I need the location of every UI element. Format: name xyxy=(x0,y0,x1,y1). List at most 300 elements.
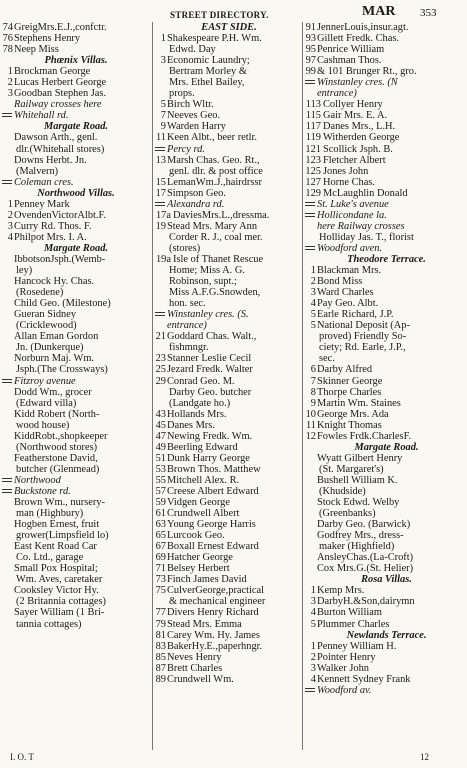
directory-entry xyxy=(155,552,303,563)
directory-entry xyxy=(305,33,467,44)
resident-name: Gillett Fredk. Chas. xyxy=(317,33,399,45)
directory-entry xyxy=(2,155,150,166)
resident-name: Thorpe Charles xyxy=(317,386,382,398)
house-number: 2 xyxy=(310,651,316,663)
resident-name: Child Geo. (Milestone) xyxy=(14,298,111,310)
resident-name: Brown Wm., nursery- xyxy=(14,497,105,509)
directory-entry xyxy=(2,298,150,309)
resident-name: AnsleyChas.(La-Croft) xyxy=(317,552,414,564)
resident-name: Belsey Herbert xyxy=(167,563,230,575)
resident-name: Small Pox Hospital; xyxy=(14,563,98,575)
directory-entry xyxy=(2,33,150,44)
cross-street: Fitzroy avenue xyxy=(2,376,150,387)
entry-continuation: & mechanical engineer xyxy=(169,596,266,608)
house-number: 123 xyxy=(305,154,321,166)
resident-name: Economic Laundry; xyxy=(167,55,250,67)
section-heading: EAST SIDE. xyxy=(201,22,257,33)
directory-entry xyxy=(155,674,303,685)
directory-entry xyxy=(305,298,467,309)
directory-entry xyxy=(155,99,303,110)
house-number: 125 xyxy=(305,165,321,177)
house-number: 89 xyxy=(155,673,166,685)
directory-entry xyxy=(305,387,467,398)
entry-continuation: Corder R. J., coal mer. xyxy=(169,231,263,243)
house-number: 93 xyxy=(305,33,316,45)
house-number: 51 xyxy=(155,452,166,464)
directory-entry xyxy=(155,464,303,475)
entry-continuation: Bertram Morley & xyxy=(169,66,247,78)
entry-continuation: Co. Ltd., garage xyxy=(16,552,84,564)
directory-entry xyxy=(155,364,303,375)
directory-entry xyxy=(305,276,467,287)
house-number: 75 xyxy=(155,585,166,597)
directory-entry xyxy=(2,353,150,364)
house-number: 53 xyxy=(155,463,166,475)
directory-entry xyxy=(305,663,467,674)
resident-name: George Mrs. Ada xyxy=(317,408,389,420)
directory-entry xyxy=(305,155,467,166)
resident-name: Allan Eman Gordon xyxy=(14,331,99,343)
directory-entry xyxy=(155,188,303,199)
directory-entry xyxy=(155,353,303,364)
entry-continuation: (Rosedene) xyxy=(16,287,64,299)
directory-entry xyxy=(155,221,303,232)
entry-continuation: (stores) xyxy=(169,242,201,254)
resident-name: Darby Geo. (Barwick) xyxy=(317,519,411,531)
directory-entry xyxy=(305,497,467,508)
house-number: 121 xyxy=(305,143,321,155)
entry-continuation: (Malvern) xyxy=(16,165,59,177)
resident-name: Knight Thomas xyxy=(317,419,382,431)
directory-entry xyxy=(155,376,303,387)
section-heading: Theodore Terrace. xyxy=(347,253,426,265)
house-number: 3 xyxy=(160,55,166,67)
house-number: 10 xyxy=(305,408,316,420)
house-number: 2 xyxy=(310,276,316,288)
house-number: 1 xyxy=(7,198,13,210)
resident-name: BakerHy.E.,paperhngr. xyxy=(167,640,263,652)
directory-entry xyxy=(2,276,150,287)
directory-entry xyxy=(2,409,150,420)
entry-continuation: wood house) xyxy=(16,419,70,431)
resident-name: Danes Mrs., L.H. xyxy=(323,121,396,133)
resident-name: Gueran Sidney xyxy=(14,309,77,321)
cross-street: Winstanley cres. (S. xyxy=(155,309,303,320)
directory-entry xyxy=(155,33,303,44)
house-number: 99 xyxy=(305,66,316,78)
resident-name: Jezard Fredk. Walter xyxy=(167,364,253,376)
resident-name: McLaughlin Donald xyxy=(323,187,408,199)
directory-entry xyxy=(305,55,467,66)
directory-entry xyxy=(305,166,467,177)
resident-name: Young George Harris xyxy=(167,519,256,531)
resident-name: Isle of Thanet Rescue xyxy=(173,253,264,265)
resident-name: Carey Wm. Hy. James xyxy=(167,629,260,641)
entry-continuation: (Khudside) xyxy=(319,485,366,497)
directory-entry xyxy=(305,177,467,188)
entry-continuation: proved) Friendly So- xyxy=(319,331,407,343)
house-number: 9 xyxy=(160,121,166,133)
house-number: 6 xyxy=(310,364,316,376)
house-number: 19 xyxy=(155,220,166,232)
cross-street: Woodford av. xyxy=(305,685,467,696)
directory-entry xyxy=(155,663,303,674)
house-number: 21 xyxy=(155,331,166,343)
entry-continuation: fishmngr. xyxy=(169,342,209,354)
resident-name: Shakespeare P.H. Wm. xyxy=(167,33,262,45)
directory-entry xyxy=(2,22,150,33)
directory-entry xyxy=(2,387,150,398)
house-number: 23 xyxy=(155,353,166,365)
directory-entry xyxy=(305,641,467,652)
house-number: 81 xyxy=(155,629,166,641)
entry-continuation: (Cricklewood) xyxy=(16,320,77,332)
resident-name: Brett Charles xyxy=(167,662,223,674)
entry-continuation: (2 Britannia cottages) xyxy=(16,596,107,608)
house-number: 8 xyxy=(310,386,316,398)
directory-entry xyxy=(155,574,303,585)
resident-name: CulverGeorge,practical xyxy=(167,585,265,597)
resident-name: Creese Albert Edward xyxy=(167,485,259,497)
house-number: 7 xyxy=(160,110,166,122)
resident-name: Goddard Chas. Walt., xyxy=(167,331,257,343)
directory-entry xyxy=(2,453,150,464)
resident-name: Brockman George xyxy=(14,66,91,78)
street-note: entrance) xyxy=(167,320,207,332)
entry-continuation: ley) xyxy=(16,265,33,277)
resident-name: Collyer Henry xyxy=(323,99,383,111)
directory-entry xyxy=(305,376,467,387)
resident-name: Scollick Jsph. B. xyxy=(323,143,393,155)
directory-entry xyxy=(2,431,150,442)
entry-continuation: Darby Geo. butcher xyxy=(169,386,252,398)
resident-name: Crundwell Albert xyxy=(167,508,240,520)
resident-name: Horne Chas. xyxy=(323,176,375,188)
resident-name: IbbotsonJsph.(Wemb- xyxy=(14,253,106,265)
directory-column-3 xyxy=(302,22,467,750)
directory-entry xyxy=(155,519,303,530)
directory-entry xyxy=(305,652,467,663)
entry-continuation: man (Highbury) xyxy=(16,508,84,520)
directory-entry xyxy=(2,541,150,552)
resident-name: Burton William xyxy=(317,607,382,619)
directory-entry xyxy=(305,607,467,618)
cross-street: Hollicondane la. xyxy=(305,210,467,221)
resident-name: Kemp Mrs. xyxy=(317,585,365,597)
resident-name: Plummer Charles xyxy=(317,618,390,630)
resident-name: Pay Geo. Albt. xyxy=(317,298,379,310)
entry-continuation: (Greenbanks) xyxy=(319,508,376,520)
resident-name: Featherstone David, xyxy=(14,452,98,464)
resident-name: Ward Charles xyxy=(317,287,374,299)
section-code: MAR xyxy=(362,4,396,19)
house-number: 117 xyxy=(305,121,321,133)
resident-name: Walker John xyxy=(317,662,369,674)
resident-name: LemanWm.J.,hairdrssr xyxy=(167,176,262,188)
cross-street: St. Luke's avenue xyxy=(305,199,467,210)
resident-name: Dodd Wm., grocer xyxy=(14,386,92,398)
directory-entry xyxy=(305,188,467,199)
resident-name: Simpson Geo. xyxy=(167,187,226,199)
resident-name: Cox Mrs.G.(St. Helier) xyxy=(317,563,414,575)
directory-entry xyxy=(305,475,467,486)
directory-entry xyxy=(305,530,467,541)
resident-name: Birch Wltr. xyxy=(167,99,214,111)
directory-entry xyxy=(155,607,303,618)
resident-name: Blackman Mrs. xyxy=(317,265,382,277)
directory-entry xyxy=(2,210,150,221)
directory-entry xyxy=(305,22,467,33)
house-number: 3 xyxy=(310,662,316,674)
house-number: 74 xyxy=(2,22,13,33)
resident-name: Penrice William xyxy=(317,44,385,56)
house-number: 11 xyxy=(155,132,166,144)
resident-name: Jones John xyxy=(323,165,369,177)
house-number: 9 xyxy=(310,397,316,409)
resident-name: Penney Mark xyxy=(14,198,70,210)
cross-street: Buckstone rd. xyxy=(2,486,150,497)
section-heading: Newlands Terrace. xyxy=(346,629,427,641)
directory-entry xyxy=(155,652,303,663)
directory-entry xyxy=(305,619,467,630)
directory-entry xyxy=(305,132,467,143)
resident-name: Penney William H. xyxy=(317,640,397,652)
entry-continuation: genl. dlr. & post office xyxy=(169,165,263,177)
resident-name: JennerLouis,insur.agt. xyxy=(317,22,409,33)
house-number: 4 xyxy=(310,298,316,310)
directory-entry xyxy=(2,585,150,596)
directory-entry xyxy=(305,99,467,110)
directory-entry xyxy=(155,630,303,641)
resident-name: Fowles Frdk.CharlesF. xyxy=(317,430,412,442)
cross-street: Alexandra rd. xyxy=(155,199,303,210)
street-note: here Railway crosses xyxy=(317,220,405,232)
directory-entry xyxy=(2,607,150,618)
directory-entry xyxy=(155,475,303,486)
resident-name: Divers Henry Richard xyxy=(167,607,259,619)
directory-entry xyxy=(305,66,467,77)
house-number: 11 xyxy=(305,419,316,431)
resident-name: Curry Rd. Thos. F. xyxy=(14,220,92,232)
resident-name: OvendenVictorAlbt.F. xyxy=(14,209,107,221)
directory-entry xyxy=(2,77,150,88)
directory-entry xyxy=(2,497,150,508)
resident-name: Philpot Mrs. I. A. xyxy=(14,231,87,243)
house-number: 49 xyxy=(155,441,166,453)
resident-name: Warden Harry xyxy=(167,121,226,133)
resident-name: Earle Richard, J.P. xyxy=(317,309,394,321)
resident-name: National Deposit (Ap- xyxy=(317,320,410,332)
directory-entry xyxy=(305,552,467,563)
resident-name: Norburn Maj. Wm. xyxy=(14,353,95,365)
resident-name: DaviesMrs.L.,dressma. xyxy=(173,209,270,221)
house-number: 7 xyxy=(310,375,316,387)
house-number: 71 xyxy=(155,563,166,575)
directory-entry xyxy=(155,177,303,188)
directory-entry xyxy=(155,486,303,497)
resident-name: & 101 Brunger Rt., gro. xyxy=(317,66,417,78)
directory-entry xyxy=(155,420,303,431)
house-number: 61 xyxy=(155,508,166,520)
entry-continuation: ciety; Rd. Earle, J.P., xyxy=(319,342,406,354)
directory-entry xyxy=(155,530,303,541)
directory-entry xyxy=(155,641,303,652)
house-number: 63 xyxy=(155,519,166,531)
house-number: 55 xyxy=(155,474,166,486)
resident-name: Newing Fredk. Wm. xyxy=(167,430,253,442)
directory-entry xyxy=(155,210,303,221)
directory-entry xyxy=(2,254,150,265)
directory-entry xyxy=(305,364,467,375)
resident-name: Martin Wm. Staines xyxy=(317,397,401,409)
house-number: 95 xyxy=(305,44,316,56)
house-number: 79 xyxy=(155,618,166,630)
directory-entry xyxy=(155,541,303,552)
house-number: 87 xyxy=(155,662,166,674)
resident-name: Hatcher George xyxy=(167,552,233,564)
house-number: 2 xyxy=(7,77,13,89)
resident-name: Beerling Edward xyxy=(167,441,238,453)
entry-continuation: sec. xyxy=(319,353,335,365)
section-heading: Margate Road. xyxy=(354,441,419,453)
house-number: 1 xyxy=(7,66,13,78)
directory-entry xyxy=(2,44,150,55)
resident-name: Hollands Mrs. xyxy=(167,408,227,420)
directory-entry xyxy=(305,110,467,121)
resident-name: Mitchell Alex. R. xyxy=(167,474,240,486)
house-number: 83 xyxy=(155,640,166,652)
resident-name: Kennett Sydney Frank xyxy=(317,673,411,685)
resident-name: Stanner Leslie Cecil xyxy=(167,353,252,365)
entry-continuation: (Northwood stores) xyxy=(16,441,98,453)
resident-name: Godfrey Mrs., dress- xyxy=(317,530,404,542)
entry-continuation: Mrs. Ethel Bailey, xyxy=(169,77,245,89)
resident-name: Marsh Chas. Geo. Rt., xyxy=(167,154,260,166)
cross-street: Coleman cres. xyxy=(2,177,150,188)
resident-name: Neves Henry xyxy=(167,651,222,663)
directory-entry xyxy=(2,519,150,530)
house-number: 5 xyxy=(310,309,316,321)
footer-right: 12 xyxy=(420,752,429,762)
resident-name: KiddRobt.,shopkeeper xyxy=(14,430,108,442)
house-number: 77 xyxy=(155,607,166,619)
directory-entry xyxy=(155,431,303,442)
entry-continuation: grower(Limpsfield lo) xyxy=(16,530,109,542)
entry-continuation: props. xyxy=(169,88,195,100)
entry-continuation: (St. Margaret's) xyxy=(319,463,384,475)
entry-continuation: hon. sec. xyxy=(169,298,206,310)
house-number: 3 xyxy=(7,220,13,232)
cross-street: Whitehall rd. xyxy=(2,110,150,121)
house-number: 1 xyxy=(310,585,316,597)
resident-name: Boxall Ernest Edward xyxy=(167,541,259,553)
house-number: 15 xyxy=(155,176,166,188)
directory-entry xyxy=(155,155,303,166)
street-note: Railway crosses here xyxy=(14,99,102,111)
house-number: 115 xyxy=(305,110,321,122)
directory-column-2 xyxy=(152,22,303,750)
house-number: 12 xyxy=(305,430,316,442)
resident-name: Dawson Arth., genl. xyxy=(14,132,98,144)
house-number: 2 xyxy=(7,209,13,221)
entry-continuation: butcher (Glenmead) xyxy=(16,463,100,475)
directory-column-1 xyxy=(2,22,150,630)
resident-name: Pointer Henry xyxy=(317,651,376,663)
directory-entry xyxy=(155,585,303,596)
house-number: 45 xyxy=(155,419,166,431)
resident-name: Vidgen George xyxy=(167,497,230,509)
house-number: 5 xyxy=(160,99,166,111)
house-number: 3 xyxy=(310,287,316,299)
house-number: 76 xyxy=(2,33,13,45)
resident-name: Goodban Stephen Jas. xyxy=(14,88,107,100)
entry-continuation: dlr.(Whitehall stores) xyxy=(16,143,105,155)
house-number: 59 xyxy=(155,497,166,509)
resident-name: East Kent Road Car xyxy=(14,541,97,553)
resident-name: Stead Mrs. Emma xyxy=(167,618,242,630)
resident-name: Fletcher Albert xyxy=(323,154,386,166)
resident-name: Hogben Ernest, fruit xyxy=(14,519,100,531)
resident-name: Wyatt Gilbert Henry xyxy=(317,452,403,464)
cross-street: Northwood xyxy=(2,475,150,486)
directory-entry xyxy=(2,232,150,243)
entry-continuation: Wm. Aves, caretaker xyxy=(16,574,103,586)
directory-entry xyxy=(155,121,303,132)
resident-name: Kidd Robert (North- xyxy=(14,408,100,420)
resident-name: Neeves Geo. xyxy=(167,110,221,122)
house-number: 4 xyxy=(310,673,316,685)
page-header xyxy=(0,4,467,22)
entry-continuation: tannia cottages) xyxy=(16,618,82,630)
resident-name: Lurcook Geo. xyxy=(167,530,225,542)
running-title: STREET DIRECTORY. xyxy=(170,10,269,20)
resident-name: Witherden George xyxy=(323,132,400,144)
house-number: 3 xyxy=(7,88,13,100)
section-heading: Rosa Villas. xyxy=(361,574,412,586)
resident-name: Keen Albt., beer retlr. xyxy=(167,132,258,144)
resident-name: DarbyH.&Son,dairymn xyxy=(317,596,415,608)
directory-entry xyxy=(155,132,303,143)
house-number: 5 xyxy=(310,320,316,332)
directory-entry xyxy=(305,585,467,596)
cross-street: Winstanley cres. (N xyxy=(305,77,467,88)
resident-name: Cashman Thos. xyxy=(317,55,382,67)
section-heading: Margate Road. xyxy=(43,242,109,254)
directory-entry xyxy=(305,44,467,55)
directory-entry xyxy=(305,409,467,420)
directory-entry xyxy=(2,331,150,342)
directory-entry xyxy=(2,221,150,232)
directory-entry xyxy=(2,309,150,320)
directory-entry xyxy=(305,320,467,331)
house-number: 17a xyxy=(155,209,171,221)
entry-continuation: Holliday Jas. T., florist xyxy=(319,231,414,243)
directory-entry xyxy=(155,55,303,66)
house-number: 69 xyxy=(155,552,166,564)
directory-entry xyxy=(2,132,150,143)
house-number: 119 xyxy=(305,132,321,144)
directory-entry xyxy=(155,442,303,453)
resident-name: Bond Miss xyxy=(317,276,363,288)
entry-continuation: Robinson, supt.; xyxy=(169,276,237,288)
house-number: 97 xyxy=(305,55,316,67)
resident-name: Stock Edwd. Welby xyxy=(317,497,400,509)
cross-street: Woodford aven. xyxy=(305,243,467,254)
resident-name: Neep Miss xyxy=(14,44,59,56)
house-number: 29 xyxy=(155,375,166,387)
resident-name: Skinner George xyxy=(317,375,383,387)
house-number: 25 xyxy=(155,364,166,376)
